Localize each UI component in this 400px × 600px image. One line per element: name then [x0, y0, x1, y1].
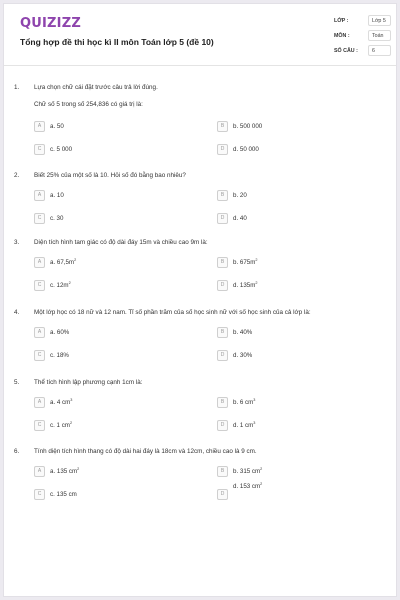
option-exponent: 2 — [69, 421, 73, 425]
option-exponent: 2 — [255, 258, 258, 262]
quizizz-logo: QUIZIZZ — [20, 16, 81, 31]
option-text — [50, 399, 72, 406]
option-value: d. 135m — [233, 282, 256, 289]
option-text — [50, 123, 64, 130]
option-text — [233, 422, 255, 429]
option-letter-box[interactable]: B — [217, 257, 228, 268]
option-text — [50, 422, 72, 429]
question-text: Thể tích hình lập phương cạnh 1cm là: — [34, 379, 143, 386]
option-letter-box[interactable]: A — [34, 257, 45, 268]
option-value: b. 20 — [233, 192, 247, 199]
option-letter-box[interactable]: A — [34, 190, 45, 201]
option-letter-box[interactable]: C — [34, 350, 45, 361]
option-letter-box[interactable]: A — [34, 121, 45, 132]
option-text — [50, 491, 77, 498]
option-letter-box[interactable]: B — [217, 466, 228, 477]
option-letter-box[interactable]: D — [217, 280, 228, 291]
option-letter-box[interactable]: C — [34, 213, 45, 224]
option-letter-box[interactable]: D — [217, 420, 228, 431]
option-letter-box[interactable]: A — [34, 327, 45, 338]
option-letter-box[interactable]: B — [217, 397, 228, 408]
option-value: a. 50 — [50, 123, 64, 130]
option-text — [233, 215, 247, 222]
question-number: 1. — [14, 84, 20, 91]
option-text — [50, 282, 71, 289]
question-text: Diện tích hình tam giác có độ dài đáy 15m và chiều cao 9m là: — [34, 239, 208, 246]
option-value: a. 60% — [50, 329, 70, 336]
option-value: d. 50 000 — [233, 146, 259, 153]
option-value: b. 500 000 — [233, 123, 263, 130]
option-text — [233, 468, 262, 475]
option-value: a. 135 cm — [50, 468, 78, 475]
option-exponent: 2 — [74, 258, 77, 262]
option-value: a. 10 — [50, 192, 64, 199]
option-exponent: 2 — [260, 482, 263, 486]
option-text — [233, 399, 255, 406]
question-number: 2. — [14, 172, 20, 179]
option-text — [50, 329, 69, 336]
question-number: 6. — [14, 448, 20, 455]
option-letter-box[interactable]: C — [34, 144, 45, 155]
option-text — [50, 259, 76, 266]
worksheet-title: Tổng hợp đề thi học kì II môn Toán lớp 5 (đề 10) — [20, 37, 214, 47]
option-letter-box[interactable]: D — [217, 144, 228, 155]
option-text — [233, 483, 262, 490]
option-letter-box[interactable]: B — [217, 327, 228, 338]
option-value: b. 6 cm — [233, 399, 254, 406]
option-letter-box[interactable]: B — [217, 190, 228, 201]
option-letter-box[interactable]: C — [34, 280, 45, 291]
option-value: c. 30 — [50, 215, 64, 222]
question-count-label: SỐ CÂU : — [334, 48, 358, 54]
option-text — [50, 468, 79, 475]
option-letter-box[interactable]: D — [217, 350, 228, 361]
question-text: Lựa chọn chữ cái đặt trước câu trả lời đúng. — [34, 84, 158, 91]
option-exponent: 2 — [260, 467, 263, 471]
option-text — [233, 329, 252, 336]
option-value: d. 1 cm — [233, 422, 254, 429]
option-letter-box[interactable]: A — [34, 466, 45, 477]
option-text — [233, 146, 259, 153]
option-value: b. 315 cm — [233, 468, 261, 475]
option-exponent: 2 — [77, 467, 80, 471]
option-exponent: 2 — [68, 281, 71, 285]
option-letter-box[interactable]: B — [217, 121, 228, 132]
option-value: b. 675m — [233, 259, 256, 266]
option-exponent: 3 — [253, 421, 256, 425]
option-value: d. 40 — [233, 215, 247, 222]
question-subtext: Chữ số 5 trong số 254,836 có giá trị là: — [34, 101, 143, 108]
option-value: d. 153 cm — [233, 483, 261, 490]
option-value: c. 135 cm — [50, 491, 77, 498]
option-value: c. 18% — [50, 352, 69, 359]
option-value: b. 40% — [233, 329, 253, 336]
option-letter-box[interactable]: D — [217, 213, 228, 224]
option-letter-box[interactable]: D — [217, 489, 228, 500]
option-text — [50, 215, 63, 222]
option-text — [50, 352, 69, 359]
option-text — [233, 192, 247, 199]
option-value: a. 4 cm — [50, 399, 71, 406]
option-exponent: 2 — [255, 281, 258, 285]
option-exponent: 3 — [70, 398, 73, 402]
option-text — [50, 146, 72, 153]
option-letter-box[interactable]: C — [34, 420, 45, 431]
option-letter-box[interactable]: A — [34, 397, 45, 408]
question-text: Một lớp học có 18 nữ và 12 nam. Tỉ số phần trăm của số học sinh nữ với số học sinh của cả lớp là: — [34, 309, 311, 316]
option-value: d. 30% — [233, 352, 253, 359]
question-number: 3. — [14, 239, 20, 246]
option-value: c. 5 000 — [50, 146, 73, 153]
subject-value: Toán — [372, 33, 384, 39]
option-letter-box[interactable]: C — [34, 489, 45, 500]
option-value: a. 67,5m — [50, 259, 75, 266]
worksheet-header — [4, 4, 396, 66]
option-text — [233, 123, 262, 130]
option-text — [233, 352, 252, 359]
question-text: Biết 25% của một số là 10. Hỏi số đó bằng bao nhiêu? — [34, 172, 186, 179]
option-text — [233, 282, 257, 289]
grade-value: Lớp 5 — [372, 18, 386, 24]
question-count-value: 6 — [372, 48, 375, 54]
option-text — [50, 192, 64, 199]
option-exponent: 3 — [253, 398, 256, 402]
question-text: Tính diện tích hình thang có độ dài hai đáy là 18cm và 12cm, chiều cao là 9 cm. — [34, 448, 257, 455]
subject-label: MÔN : — [334, 33, 350, 39]
option-value: c. 1 cm — [50, 422, 70, 429]
question-number: 4. — [14, 309, 20, 316]
option-text — [233, 259, 257, 266]
grade-label: LỚP : — [334, 18, 349, 24]
question-number: 5. — [14, 379, 20, 386]
worksheet-page — [3, 3, 397, 597]
option-value: c. 12m — [50, 282, 69, 289]
